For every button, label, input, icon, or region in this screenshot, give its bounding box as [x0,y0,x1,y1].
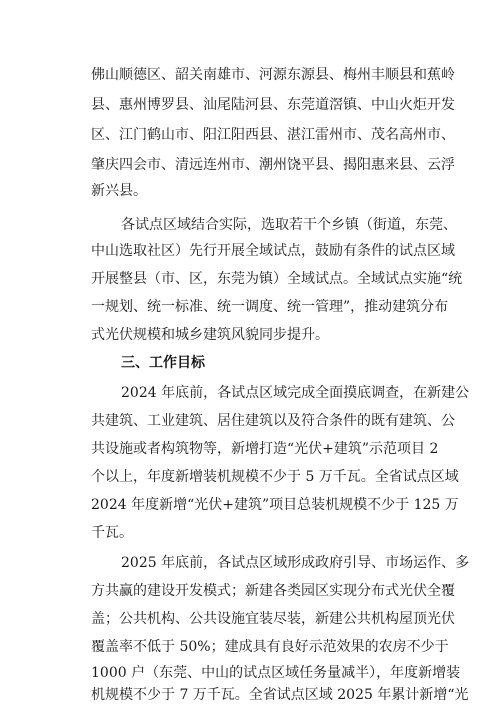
paragraph-1-line-2: 县、惠州博罗县、汕尾陆河县、东莞道滘镇、中山火炬开发 [91,97,455,113]
paragraph-1-line-4: 肇庆四会市、清远连州市、潮州饶平县、揭阳惠来县、云浮 [91,157,455,173]
paragraph-3-line-6: 千瓦。 [91,525,133,541]
paragraph-3-line-5: 2024 年度新增“光伏+建筑”项目总装机规模不少于 125 万 [91,497,459,513]
paragraph-2-line-3: 开展整县（市、区，东莞为镇）全域试点。全域试点实施“统 [91,271,463,287]
paragraph-4-line-5: 1000 户（东莞、中山的试点区域任务量减半），年度新增装 [91,665,461,681]
paragraph-4-line-6: 机规模不少于 7 万千瓦。全省试点区域 2025 年累计新增“光 [91,687,469,703]
paragraph-3-line-4: 个以上，年度新增装机规模不少于 5 万千瓦。全省试点区域 [91,469,459,485]
paragraph-3-line-1: 2024 年底前，各试点区域完成全面摸底调查，在新建公 [121,385,470,401]
paragraph-3-line-2: 共建筑、工业建筑、居住建筑以及符合条件的既有建筑、公 [91,413,455,429]
paragraph-2-line-5: 式光伏规模和城乡建筑风貌同步提升。 [91,327,329,343]
paragraph-1-line-3: 区、江门鹤山市、阳江阳西县、湛江雷州市、茂名高州市、 [91,127,455,143]
paragraph-1-line-5: 新兴县。 [91,183,147,199]
paragraph-4-line-3: 盖；公共机构、公共设施宜装尽装，新建公共机构屋顶光伏 [91,611,455,627]
section-heading: 三、工作目标 [121,355,205,371]
paragraph-4-line-1: 2025 年底前，各试点区域形成政府引导、市场运作、多 [121,555,470,571]
paragraph-1-line-1: 佛山顺德区、韶关南雄市、河源东源县、梅州丰顺县和蕉岭 [91,67,455,83]
paragraph-2-line-4: 一规划、统一标准、统一调度、统一管理”，推动建筑分布 [91,299,449,315]
paragraph-3-line-3: 共设施或者构筑物等，新增打造“光伏+建筑”示范项目 2 [91,441,439,457]
paragraph-4-line-4: 覆盖率不低于 50%；建成具有良好示范效果的农房不少于 [91,639,449,655]
paragraph-2-line-1: 各试点区域结合实际，选取若干个乡镇（街道，东莞、 [121,217,457,233]
paragraph-2-line-2: 中山选取社区）先行开展全域试点，鼓励有条件的试点区域 [91,243,455,259]
paragraph-4-line-2: 方共赢的建设开发模式；新建各类园区实现分布式光伏全覆 [91,583,455,599]
